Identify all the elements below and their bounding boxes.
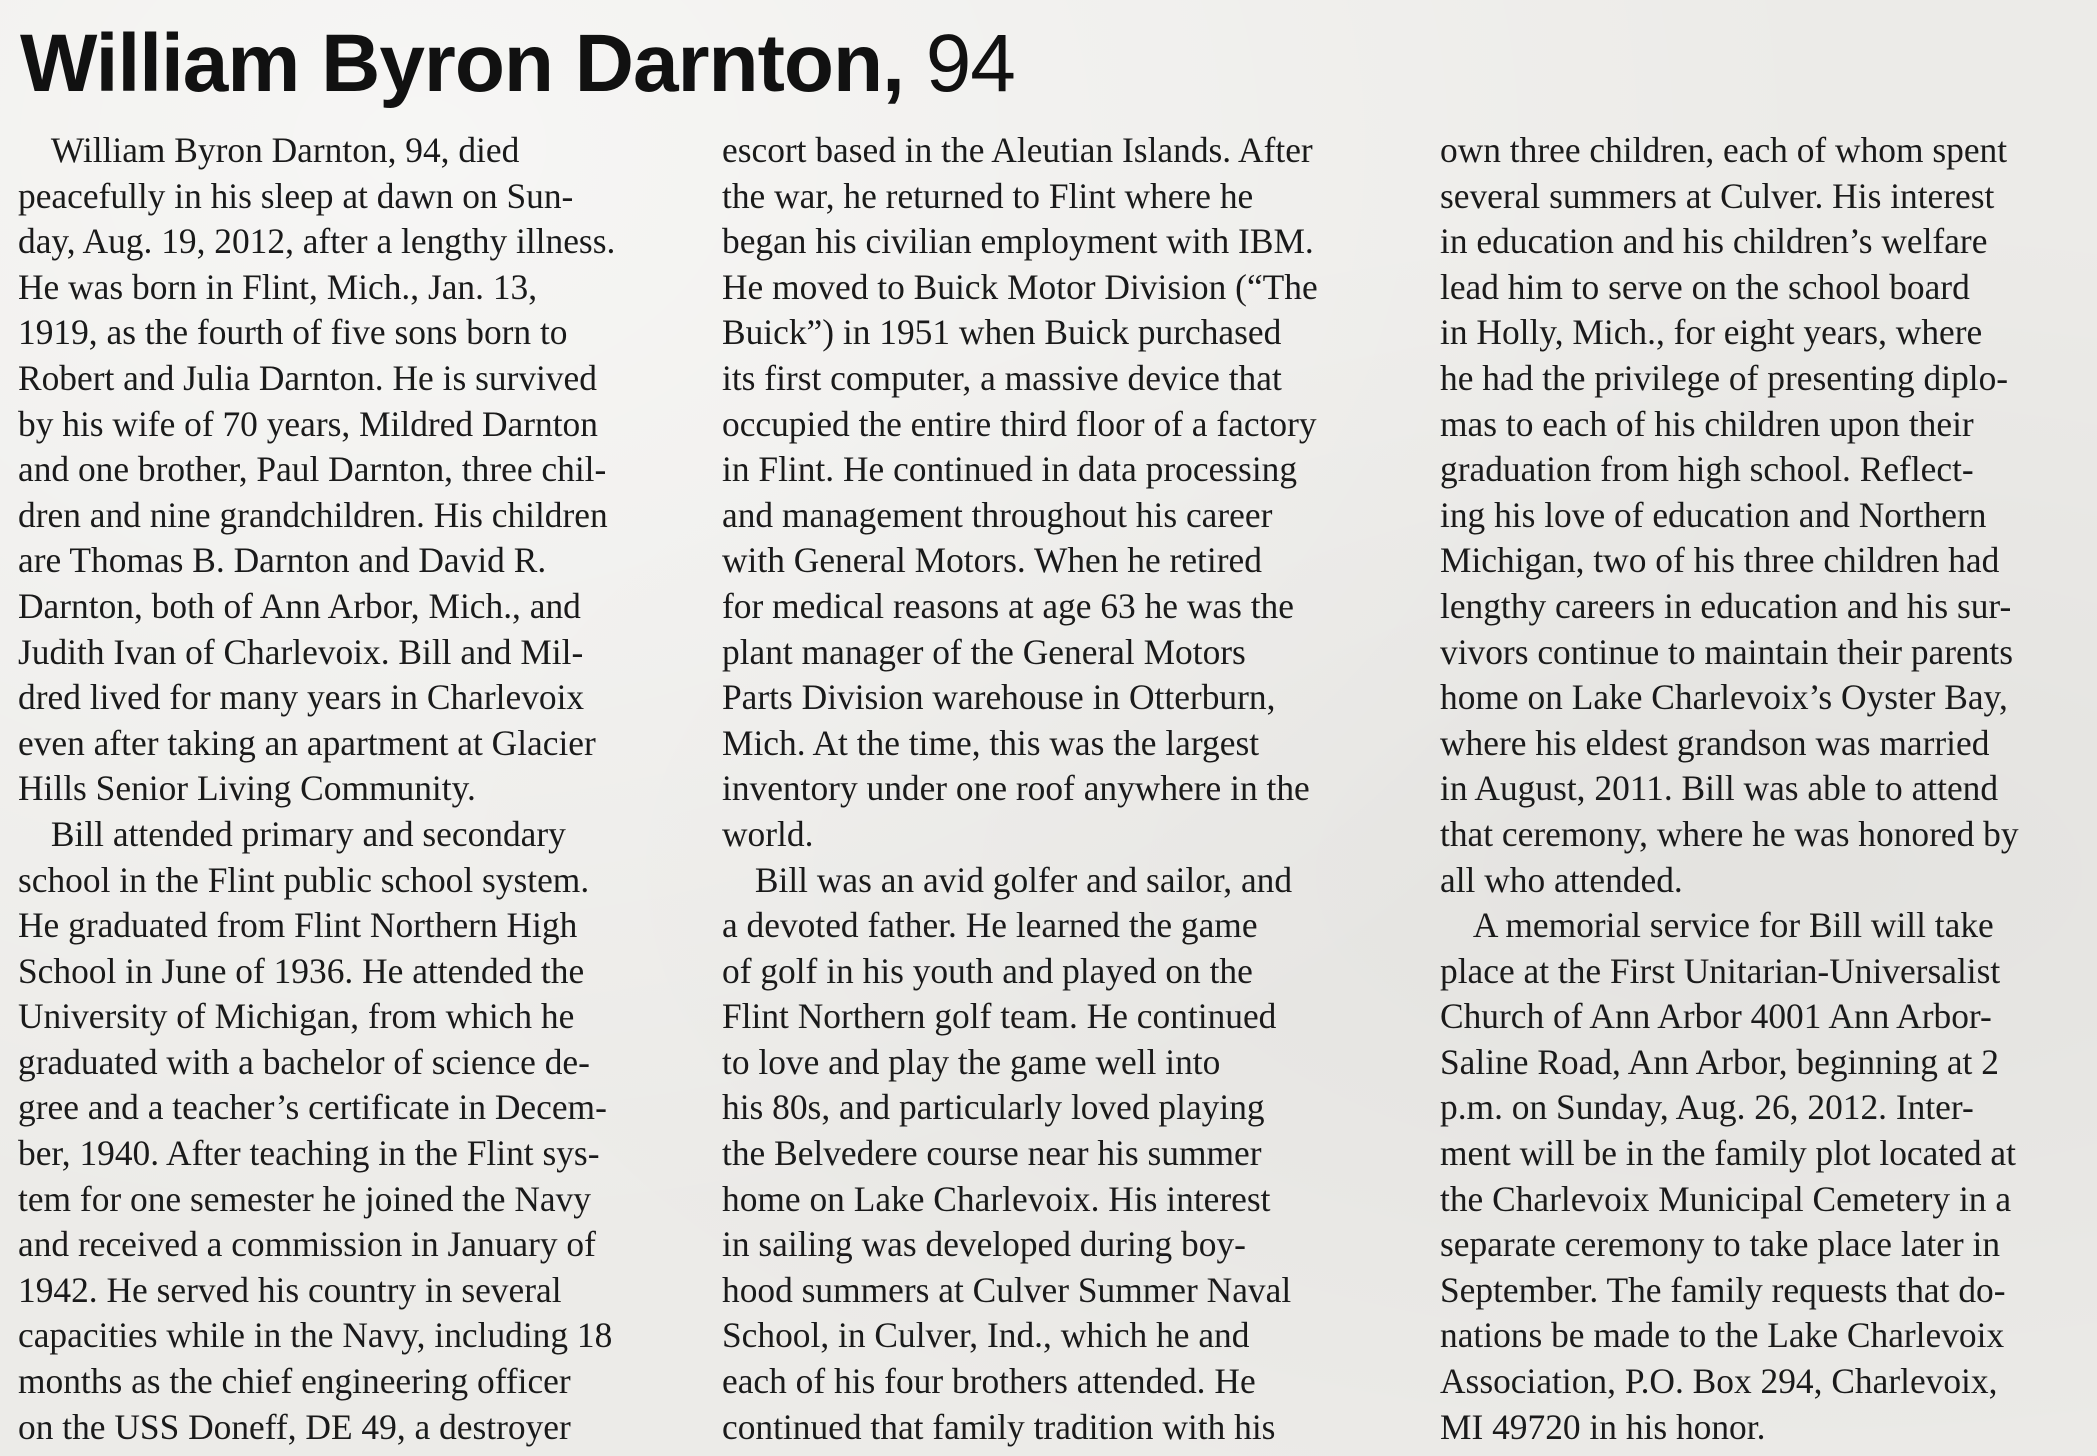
text-line: ing his love of education and Northern (1440, 494, 1987, 535)
text-line: He graduated from Flint Northern High (18, 905, 578, 946)
text-line: School in June of 1936. He attended the (18, 950, 585, 991)
text-line: continued that family tradition with his (722, 1406, 1276, 1447)
text-line: Judith Ivan of Charlevoix. Bill and Mil- (18, 631, 584, 672)
text-line: months as the chief engineering officer (18, 1361, 571, 1402)
text-line: several summers at Culver. His interest (1440, 175, 1995, 216)
text-column-2 (722, 128, 1394, 1452)
text-line: graduated with a bachelor of science de- (18, 1041, 590, 1082)
text-line: escort based in the Aleutian Islands. After (722, 130, 1313, 170)
text-line: that ceremony, where he was honored by (1440, 813, 2019, 854)
text-line: plant manager of the General Motors (722, 631, 1246, 672)
text-line: of golf in his youth and played on the (722, 950, 1253, 991)
text-line: are Thomas B. Darnton and David R. (18, 540, 547, 581)
text-line: lengthy careers in education and his sur- (1440, 585, 2012, 626)
text-line: nations be made to the Lake Charlevoix (1440, 1315, 2005, 1356)
text-line: own three children, each of whom spent (1440, 130, 2008, 170)
text-line: MI 49720 in his honor. (1440, 1406, 1766, 1447)
text-line: dren and nine grandchildren. His children (18, 494, 608, 535)
text-line: even after taking an apartment at Glacier (18, 722, 596, 763)
text-line: home on Lake Charlevoix’s Oyster Bay, (1440, 677, 2008, 718)
text-line: its first computer, a massive device that (722, 357, 1282, 398)
text-line: in Holly, Mich., for eight years, where (1440, 312, 1983, 353)
text-line: in sailing was developed during boy- (722, 1224, 1246, 1265)
text-line: world. (722, 813, 814, 854)
text-line: the Belvedere course near his summer (722, 1133, 1262, 1174)
text-line: Church of Ann Arbor 4001 Ann Arbor- (1440, 996, 1992, 1037)
text-line: all who attended. (1440, 859, 1683, 900)
headline-name: William Byron Darnton, (20, 18, 904, 109)
text-line: Michigan, two of his three children had (1440, 540, 2000, 581)
text-line: his 80s, and particularly loved playing (722, 1087, 1265, 1128)
text-line: and received a commission in January of (18, 1224, 596, 1265)
text-line: tem for one semester he joined the Navy (18, 1178, 591, 1219)
text-line: graduation from high school. Reflect- (1440, 449, 1974, 490)
obituary-headline (20, 14, 1015, 114)
text-line: in August, 2011. Bill was able to attend (1440, 768, 1999, 809)
text-line: by his wife of 70 years, Mildred Darnton (18, 403, 598, 444)
text-line: Robert and Julia Darnton. He is survived (18, 357, 597, 398)
text-line: 1919, as the fourth of five sons born to (18, 312, 568, 353)
text-line: Parts Division warehouse in Otterburn, (722, 677, 1276, 718)
text-line: peacefully in his sleep at dawn on Sun- (18, 175, 574, 216)
text-line: p.m. on Sunday, Aug. 26, 2012. Inter- (1440, 1087, 1974, 1128)
text-line: Darnton, both of Ann Arbor, Mich., and (18, 585, 581, 626)
text-line: Mich. At the time, this was the largest (722, 722, 1260, 763)
text-line: School, in Culver, Ind., which he and (722, 1315, 1250, 1356)
text-line: day, Aug. 19, 2012, after a lengthy illness. (18, 221, 616, 262)
text-line: place at the First Unitarian-Universalist (1440, 950, 2001, 991)
text-column-3 (1440, 128, 2097, 1452)
text-line: lead him to serve on the school board (1440, 266, 1970, 307)
text-line: and management throughout his career (722, 494, 1273, 535)
text-line: began his civilian employment with IBM. (722, 221, 1314, 262)
text-line: school in the Flint public school system. (18, 859, 590, 900)
text-line: capacities while in the Navy, including 18 (18, 1315, 613, 1356)
text-column-1 (18, 128, 690, 1452)
text-line: Flint Northern golf team. He continued (722, 996, 1277, 1037)
text-line: ber, 1940. After teaching in the Flint sys- (18, 1133, 600, 1174)
text-line: and one brother, Paul Darnton, three chil- (18, 449, 607, 490)
text-line: vivors continue to maintain their parents (1440, 631, 2014, 672)
text-line: each of his four brothers attended. He (722, 1361, 1256, 1402)
text-line: dred lived for many years in Charlevoix (18, 677, 585, 718)
text-line: He moved to Buick Motor Division (“The (722, 266, 1318, 307)
text-line: Saline Road, Ann Arbor, beginning at 2 (1440, 1041, 1999, 1082)
headline-age: 94 (925, 18, 1015, 109)
text-line: William Byron Darnton, 94, died (50, 130, 520, 170)
text-line: on the USS Doneff, DE 49, a destroyer (18, 1406, 571, 1447)
text-line: the Charlevoix Municipal Cemetery in a (1440, 1178, 2012, 1219)
text-line: to love and play the game well into (722, 1041, 1221, 1082)
text-line: University of Michigan, from which he (18, 996, 575, 1037)
text-line: with General Motors. When he retired (722, 540, 1262, 581)
text-line: ment will be in the family plot located at (1440, 1133, 2016, 1174)
text-line: gree and a teacher’s certificate in Decem- (18, 1087, 607, 1128)
text-line: where his eldest grandson was married (1440, 722, 1990, 763)
text-line: hood summers at Culver Summer Naval (722, 1269, 1292, 1310)
text-line: separate ceremony to take place later in (1440, 1224, 2001, 1265)
text-line: home on Lake Charlevoix. His interest (722, 1178, 1271, 1219)
text-line: Buick”) in 1951 when Buick purchased (722, 312, 1282, 353)
text-line: a devoted father. He learned the game (722, 905, 1258, 946)
text-line: A memorial service for Bill will take (1472, 905, 1994, 946)
text-line: in Flint. He continued in data processing (722, 449, 1298, 490)
text-line: September. The family requests that do- (1440, 1269, 2006, 1310)
text-line: 1942. He served his country in several (18, 1269, 562, 1310)
text-line: mas to each of his children upon their (1440, 403, 1974, 444)
text-line: he had the privilege of presenting diplo- (1440, 357, 2009, 398)
text-line: in education and his children’s welfare (1440, 221, 1988, 262)
text-line: Bill was an avid golfer and sailor, and (754, 859, 1293, 900)
text-line: for medical reasons at age 63 he was the (722, 585, 1294, 626)
text-line: He was born in Flint, Mich., Jan. 13, (18, 266, 538, 307)
text-line: Hills Senior Living Community. (18, 768, 476, 809)
text-line: inventory under one roof anywhere in the (722, 768, 1310, 809)
text-line: Bill attended primary and secondary (50, 813, 566, 854)
text-line: occupied the entire third floor of a factory (722, 403, 1317, 444)
text-line: Association, P.O. Box 294, Charlevoix, (1440, 1361, 1998, 1402)
text-line: the war, he returned to Flint where he (722, 175, 1254, 216)
